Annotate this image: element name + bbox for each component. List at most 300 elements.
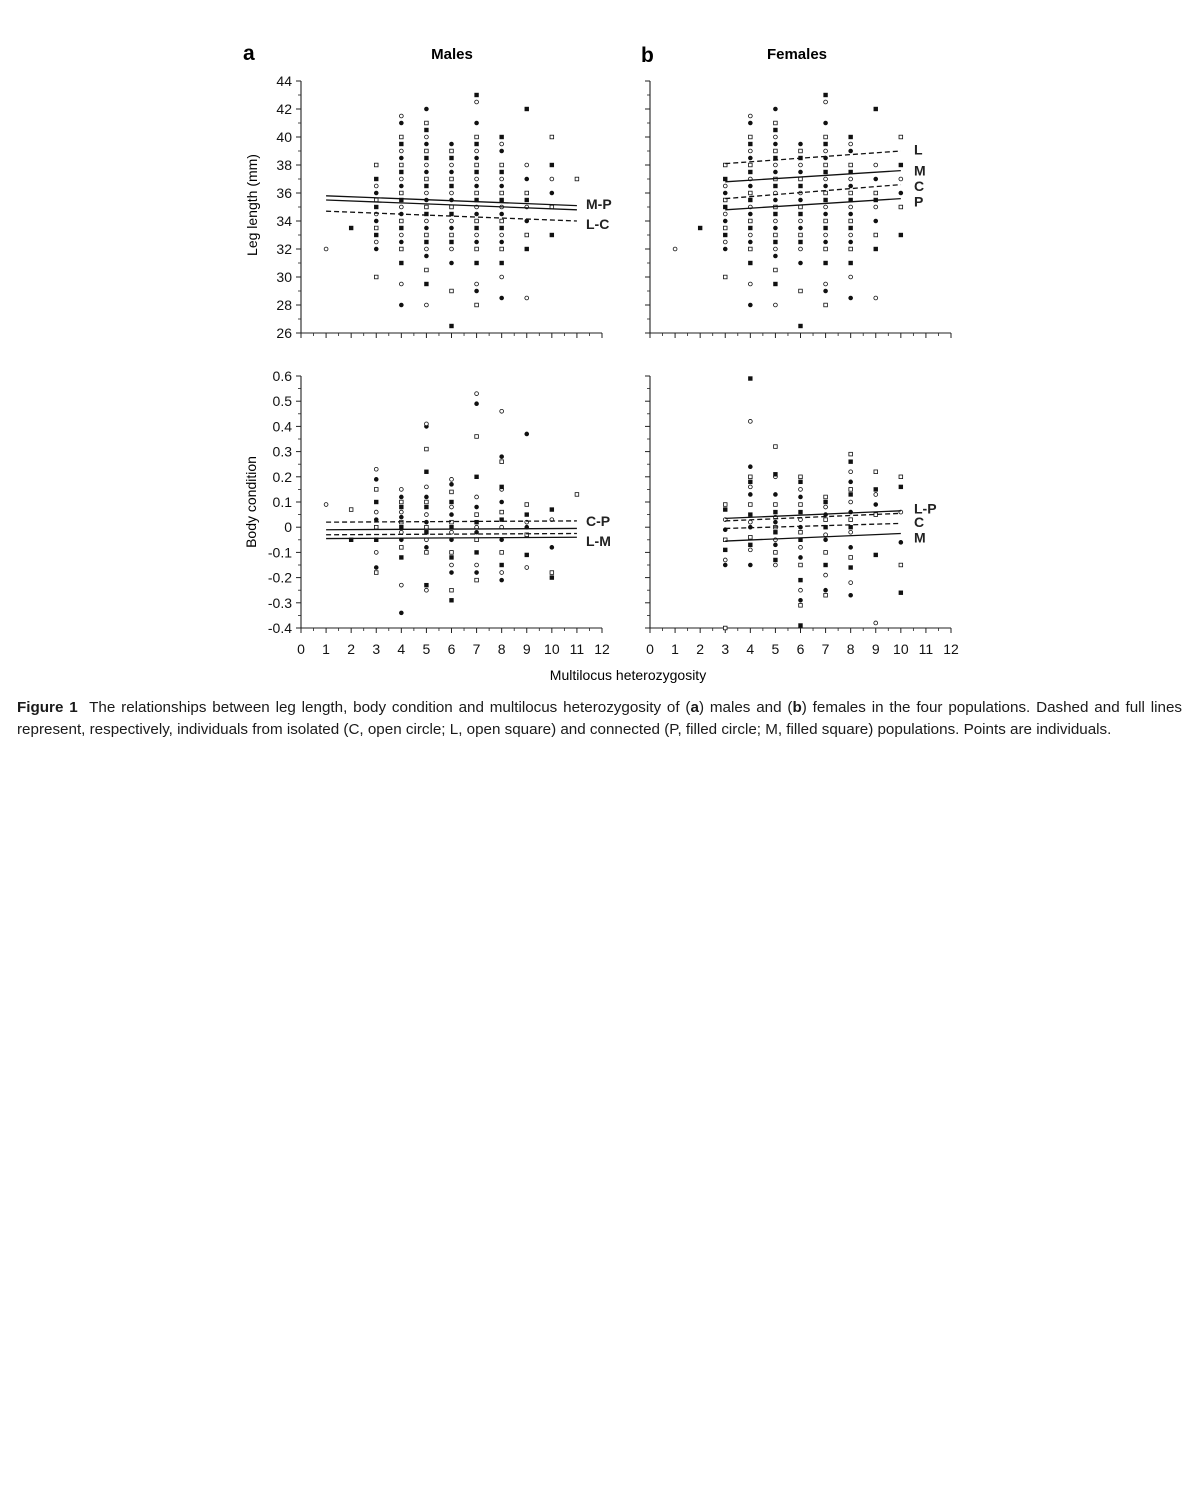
b-leg-point-open-circle [824,282,828,286]
b-leg-point-open-square [824,247,828,251]
b-body-point-open-circle [799,545,803,549]
a-body-point-filled-circle [550,545,554,549]
a-body-point-open-circle [425,513,429,517]
b-leg-point-open-square [799,233,803,237]
a-leg-point-filled-square [450,240,454,244]
b-leg-point-filled-circle [824,212,828,216]
a-body-point-open-square [550,571,554,575]
b-body-point-filled-circle [849,593,853,597]
b-body-point-filled-square [774,472,778,476]
a-leg-point-filled-circle [500,240,504,244]
a-body-point-filled-square [550,576,554,580]
b-body-point-open-square [799,604,803,608]
a-body-point-filled-circle [399,495,403,499]
a-leg-point-open-square [550,135,554,139]
b-leg-point-open-circle [849,205,853,209]
b-leg-point-filled-circle [874,219,878,223]
b-body-point-filled-square [849,525,853,529]
a-leg-point-filled-square [450,212,454,216]
a-body-point-filled-square [425,470,429,474]
a-leg-point-open-square [400,191,404,195]
a-body-point-filled-square [400,525,404,529]
a-leg-point-filled-circle [500,212,504,216]
a-leg-point-filled-square [349,226,353,230]
b-body-point-open-circle [723,558,727,562]
b-body-point-open-square [799,563,803,567]
a-leg-point-open-square [500,163,504,167]
b-leg-point-open-square [774,233,778,237]
a-leg-point-open-circle [425,191,429,195]
b-body-point-filled-circle [824,588,828,592]
b-body-point-open-square [799,530,803,534]
a-leg-point-open-square [374,275,378,279]
a-leg-point-open-circle [525,296,529,300]
a-body-point-open-circle [374,551,378,555]
a-leg-point-open-square [450,149,454,153]
a-leg-point-open-square [400,163,404,167]
b-body-point-filled-circle [849,480,853,484]
b-leg-line-label: L [914,141,923,158]
a-body-point-filled-square [450,556,454,560]
a-leg-point-filled-circle [475,289,479,293]
b-leg-point-filled-circle [774,254,778,258]
figure-caption [17,697,1182,740]
b-leg-point-open-square [824,303,828,307]
a-body-y-tick-label: 0.6 [272,368,292,384]
b-leg-point-filled-square [899,163,903,167]
b-leg-point-filled-square [749,170,753,174]
b-body-point-filled-circle [824,538,828,542]
a-body-point-filled-circle [500,578,504,582]
b-body-point-filled-square [849,566,853,570]
females-title: Females [766,46,828,63]
a-leg-point-open-square [525,191,529,195]
a-body-point-filled-circle [399,515,403,519]
a-body-y-tick-label: -0.1 [267,544,292,561]
b-body-point-filled-circle [899,540,903,544]
b-leg-point-filled-square [749,226,753,230]
a-leg-point-open-circle [475,282,479,286]
a-leg-point-filled-circle [374,219,378,223]
a-body-point-open-circle [399,530,403,534]
b-body-point-open-square [899,475,903,479]
a-leg-point-open-circle [399,205,403,209]
b-leg-point-filled-circle [748,121,752,125]
b-leg-point-open-circle [824,205,828,209]
b-body-x-tick-label: 11 [918,641,934,657]
a-body-point-filled-square [550,508,554,512]
b-leg-point-filled-square [824,142,828,146]
a-leg-point-filled-circle [500,149,504,153]
a-leg-point-filled-square [500,198,504,202]
b-leg-point-open-square [749,135,753,139]
b-body-x-tick-label: 10 [893,641,909,657]
a-body-point-filled-circle [374,566,378,570]
b-body-point-filled-circle [799,495,803,499]
a-leg-point-open-square [450,177,454,181]
a-body-point-open-circle [450,505,454,509]
b-leg-point-open-square [849,219,853,223]
b-body-point-open-circle [748,548,752,552]
a-leg-point-open-circle [475,177,479,181]
a-body-y-tick-label: 0.4 [272,418,292,435]
b-leg-point-open-square [749,191,753,195]
b-leg-point-filled-square [849,135,853,139]
b-leg-point-filled-square [824,93,828,97]
x-axis-label: Multilocus heterozygosity [549,667,707,683]
b-body-point-open-circle [824,573,828,577]
b-leg-point-open-square [799,149,803,153]
b-leg-point-open-circle [723,212,727,216]
a-body-point-filled-circle [525,432,529,436]
a-leg-point-filled-square [425,128,429,132]
a-body-y-tick-label: 0.1 [272,494,292,510]
a-leg-point-open-square [475,303,479,307]
b-body-point-open-square [749,503,753,507]
a-leg-point-filled-square [525,198,529,202]
a-body-point-filled-square [374,500,378,504]
a-leg-point-open-square [500,219,504,223]
b-body-point-open-circle [874,621,878,625]
b-leg-point-filled-square [723,177,727,181]
a-body-x-tick-label: 5 [422,641,431,657]
b-leg-point-open-square [723,226,727,230]
a-leg-point-filled-circle [525,177,529,181]
a-body-point-filled-square [500,485,504,489]
b-leg-point-open-circle [748,282,752,286]
males-title: Males [431,46,473,63]
b-body-point-open-circle [849,581,853,585]
b-body-point-filled-square [799,538,803,542]
a-body-point-filled-circle [500,538,504,542]
b-leg-point-filled-square [874,247,878,251]
b-leg-point-open-square [849,163,853,167]
b-body-point-filled-circle [748,563,752,567]
a-leg-point-filled-square [525,247,529,251]
b-leg-point-filled-circle [849,149,853,153]
b-leg-point-filled-square [874,107,878,111]
a-body-point-open-circle [425,588,429,592]
b-leg-point-filled-circle [748,240,752,244]
a-body-point-open-square [400,546,404,550]
a-body-regression-line-solid [326,528,577,529]
b-leg-point-filled-circle [849,296,853,300]
caption-text-3: ) females in the four populations. Dashed and full lines represent, respectively, individuals from isolated (C, open circle; L, open square) and connected (P, filled circle; M, filled square) populations. Points are individuals. [17,699,1182,738]
b-leg-point-open-circle [748,149,752,153]
a-body-point-open-square [425,500,429,504]
a-leg-point-open-circle [399,114,403,118]
a-leg-point-filled-square [500,261,504,265]
a-leg-point-open-square [400,135,404,139]
b-leg-line-label: P [914,193,924,210]
a-body-line-label: L-M [586,533,611,550]
b-leg-point-filled-circle [799,226,803,230]
a-body-x-tick-label: 0 [297,641,305,657]
b-body-line-label: L-P [914,500,937,517]
b-leg-point-open-circle [774,163,778,167]
a-leg-point-filled-square [550,233,554,237]
b-leg-point-filled-circle [748,212,752,216]
a-body-y-tick-label: 0.3 [272,443,292,460]
b-leg-point-open-circle [774,219,778,223]
b-leg-point-filled-square [799,212,803,216]
b-body-x-tick-label: 7 [821,641,830,657]
a-leg-point-filled-square [450,184,454,188]
b-leg-point-open-square [899,135,903,139]
b-leg-point-filled-square [774,282,778,286]
a-leg-point-open-circle [399,149,403,153]
a-body-point-filled-circle [399,611,403,615]
b-body-point-open-circle [824,505,828,509]
b-leg-point-open-square [749,219,753,223]
a-body-point-open-square [450,588,454,592]
a-leg-point-open-square [500,191,504,195]
body-condition-axis-label: Body condition [243,456,259,548]
b-leg-point-filled-circle [824,184,828,188]
b-body-point-filled-square [774,530,778,534]
b-leg-point-open-circle [774,247,778,251]
a-leg-point-filled-square [450,324,454,328]
a-leg-point-open-circle [374,240,378,244]
a-leg-point-open-circle [450,191,454,195]
b-leg-point-filled-circle [824,240,828,244]
b-body-point-filled-square [799,510,803,514]
a-leg-point-open-circle [500,142,504,146]
a-body-point-filled-square [475,475,479,479]
b-leg-point-filled-square [824,226,828,230]
a-leg-point-open-square [500,247,504,251]
plot-males-leg-length [276,73,611,341]
a-body-point-filled-square [500,563,504,567]
b-body-point-filled-circle [799,598,803,602]
b-body-point-open-square [799,475,803,479]
a-body-point-open-square [500,551,504,555]
b-body-point-open-square [899,563,903,567]
b-leg-point-open-square [774,121,778,125]
b-leg-point-filled-circle [748,303,752,307]
b-body-point-filled-square [849,460,853,464]
b-body-x-tick-label: 3 [721,641,730,657]
a-leg-point-open-square [374,226,378,230]
b-leg-point-filled-circle [774,107,778,111]
a-body-point-filled-square [425,505,429,509]
a-body-point-open-square [475,435,479,439]
a-body-x-tick-label: 3 [372,641,381,657]
a-body-x-tick-label: 2 [347,641,356,657]
b-leg-point-open-circle [774,303,778,307]
b-body-point-filled-square [723,508,727,512]
a-leg-point-filled-circle [450,226,454,230]
a-leg-point-open-circle [500,177,504,181]
b-body-point-open-circle [748,419,752,423]
a-body-point-filled-square [425,583,429,587]
a-leg-point-open-square [450,205,454,209]
b-body-point-open-square [774,551,778,555]
b-leg-point-filled-square [774,128,778,132]
a-leg-line-label: M-P [586,196,612,213]
a-body-point-filled-circle [475,505,479,509]
a-leg-point-filled-circle [475,212,479,216]
a-leg-point-filled-circle [550,191,554,195]
a-leg-point-filled-circle [425,254,429,258]
a-leg-point-filled-square [400,142,404,146]
a-leg-point-filled-circle [425,142,429,146]
b-body-point-filled-square [723,548,727,552]
a-body-point-open-circle [525,566,529,570]
a-leg-point-filled-square [550,163,554,167]
a-body-point-open-square [450,490,454,494]
a-body-regression-line-solid [326,537,577,538]
b-leg-point-filled-square [799,240,803,244]
a-body-x-tick-label: 10 [544,641,560,657]
a-leg-point-open-circle [374,184,378,188]
a-leg-point-filled-square [475,226,479,230]
b-leg-point-open-circle [799,247,803,251]
b-body-point-open-square [749,535,753,539]
b-body-point-filled-square [749,543,753,547]
b-body-point-filled-circle [748,493,752,497]
a-body-point-filled-square [400,505,404,509]
a-body-point-open-square [475,513,479,517]
a-leg-point-filled-square [425,184,429,188]
b-leg-point-filled-square [749,142,753,146]
a-body-point-open-square [475,538,479,542]
b-body-point-filled-square [899,591,903,595]
b-body-x-tick-label: 12 [943,641,959,657]
b-leg-point-open-circle [849,142,853,146]
a-body-point-open-square [349,508,353,512]
b-leg-point-open-square [849,247,853,251]
a-body-point-open-square [500,460,504,464]
b-leg-point-filled-square [749,198,753,202]
a-leg-point-filled-square [475,93,479,97]
b-leg-point-open-circle [723,184,727,188]
b-body-point-open-circle [748,485,752,489]
a-body-point-filled-square [475,520,479,524]
a-leg-point-filled-circle [475,240,479,244]
a-body-point-filled-square [450,500,454,504]
a-body-point-open-square [525,503,529,507]
b-body-point-filled-circle [874,503,878,507]
a-body-point-filled-square [525,553,529,557]
b-leg-point-filled-circle [723,219,727,223]
b-body-point-open-square [824,551,828,555]
b-leg-point-open-square [824,219,828,223]
a-leg-point-filled-square [374,233,378,237]
b-body-point-open-square [723,626,727,630]
b-body-point-filled-square [749,513,753,517]
a-body-point-filled-square [450,598,454,602]
b-leg-point-open-circle [799,163,803,167]
b-leg-point-filled-circle [748,184,752,188]
a-leg-point-open-square [450,289,454,293]
a-body-point-open-circle [450,477,454,481]
b-leg-point-open-circle [723,240,727,244]
b-body-point-open-square [824,593,828,597]
b-leg-point-open-circle [748,233,752,237]
a-leg-point-open-square [425,177,429,181]
a-leg-point-filled-circle [425,107,429,111]
a-leg-point-open-circle [425,163,429,167]
a-body-point-open-square [374,571,378,575]
b-leg-point-open-square [749,163,753,167]
b-body-line-label: C [914,514,925,531]
a-leg-point-filled-circle [399,184,403,188]
a-leg-y-tick-label: 26 [276,325,292,341]
a-body-point-open-circle [374,510,378,514]
b-body-point-filled-square [749,377,753,381]
a-leg-point-open-square [425,205,429,209]
b-leg-point-filled-square [774,212,778,216]
b-leg-point-filled-circle [748,156,752,160]
b-leg-point-open-circle [748,114,752,118]
a-leg-point-open-circle [324,247,328,251]
b-leg-point-open-circle [874,296,878,300]
a-body-point-open-circle [399,488,403,492]
a-leg-point-filled-circle [475,184,479,188]
a-leg-point-filled-square [475,142,479,146]
a-leg-point-open-square [475,163,479,167]
a-body-x-tick-label: 11 [569,641,585,657]
b-body-point-filled-circle [774,520,778,524]
a-leg-point-filled-circle [374,247,378,251]
b-body-point-open-square [849,518,853,522]
a-body-y-tick-label: -0.4 [267,620,292,636]
a-leg-point-filled-square [500,226,504,230]
b-leg-point-open-circle [849,275,853,279]
a-leg-point-open-circle [450,219,454,223]
a-body-point-filled-circle [450,482,454,486]
b-leg-point-filled-circle [774,170,778,174]
a-leg-point-filled-circle [475,156,479,160]
b-leg-point-filled-circle [849,184,853,188]
b-leg-point-filled-square [723,233,727,237]
b-leg-point-filled-circle [799,142,803,146]
b-body-point-open-circle [849,470,853,474]
b-body-point-open-circle [774,563,778,567]
a-leg-point-open-circle [425,135,429,139]
a-leg-point-open-square [450,233,454,237]
b-leg-point-filled-circle [899,191,903,195]
a-body-point-open-square [500,510,504,514]
a-body-point-open-circle [399,510,403,514]
a-leg-point-open-circle [550,177,554,181]
b-leg-point-filled-circle [824,121,828,125]
b-leg-point-open-square [723,275,727,279]
caption-panel-a-ref: a [690,699,699,716]
caption-figure-label: Figure 1 [17,699,78,716]
a-leg-point-open-square [425,149,429,153]
a-body-y-tick-label: -0.3 [267,594,292,611]
a-leg-point-open-square [475,191,479,195]
a-body-point-filled-circle [425,545,429,549]
b-body-point-open-square [774,503,778,507]
b-leg-point-filled-square [899,233,903,237]
a-leg-point-filled-circle [425,170,429,174]
a-body-point-filled-circle [374,477,378,481]
b-body-x-tick-label: 8 [846,641,855,657]
a-body-line-label: C-P [586,512,611,529]
a-leg-point-open-square [374,163,378,167]
b-leg-point-filled-circle [723,191,727,195]
plot-males-body-condition [268,368,611,657]
b-leg-point-open-square [824,135,828,139]
a-leg-y-tick-label: 44 [276,73,292,89]
a-leg-point-filled-square [500,170,504,174]
b-leg-point-open-square [799,289,803,293]
b-body-x-tick-label: 6 [796,641,805,657]
b-body-point-filled-square [899,485,903,489]
